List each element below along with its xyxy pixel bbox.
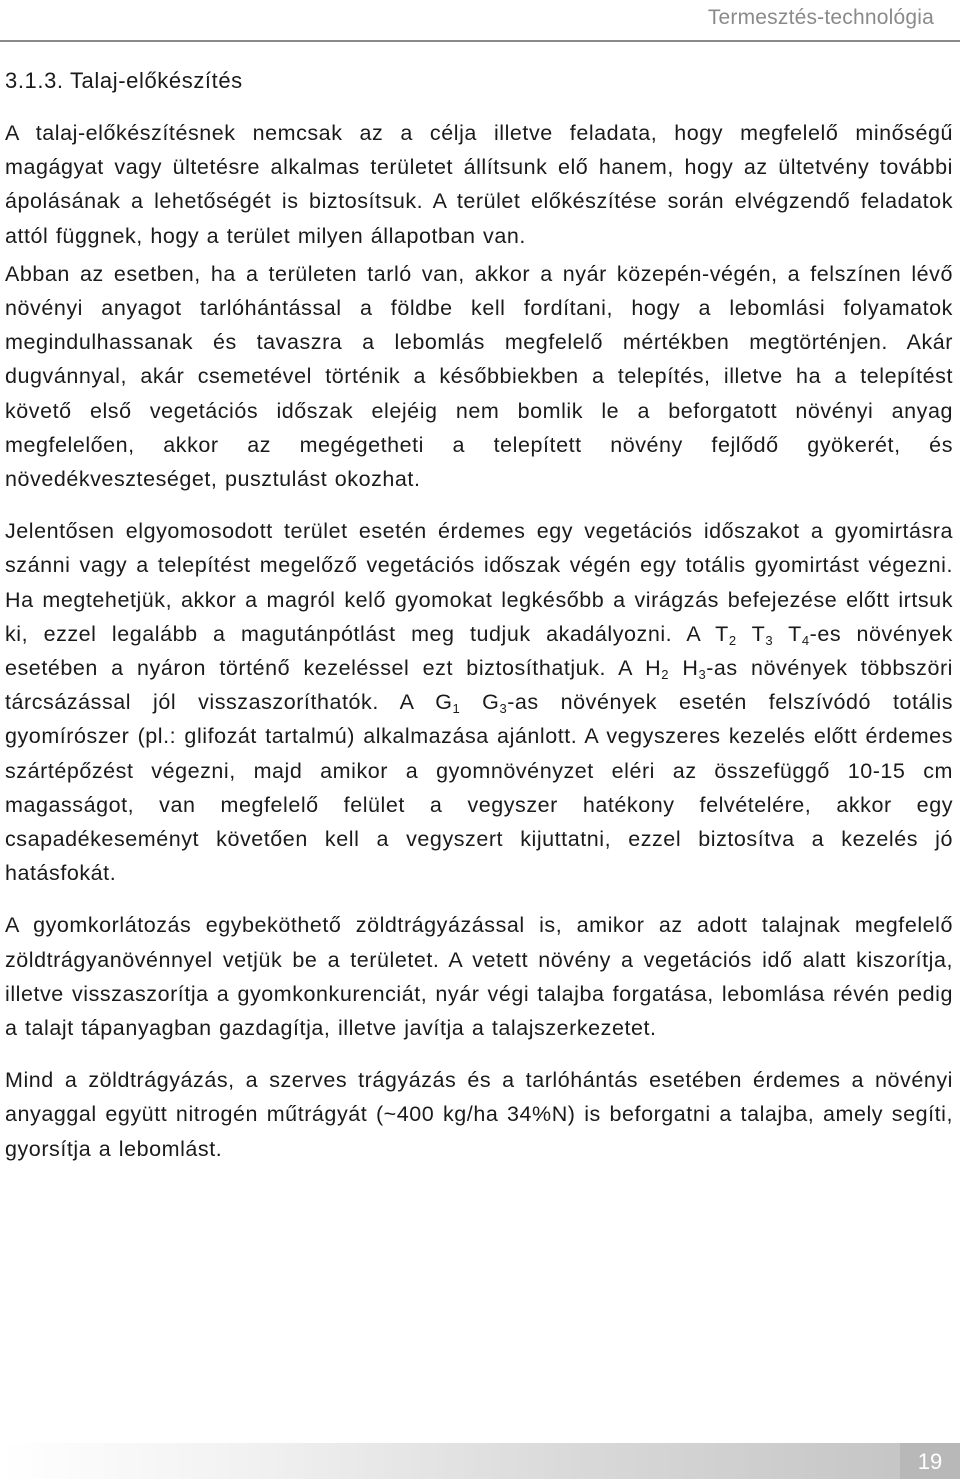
subscript: 1 (452, 701, 461, 717)
paragraph-weed-control (5, 514, 953, 890)
paragraph-intro: A talaj-előkészítésnek nemcsak az a célja illetve feladata, hogy megfelelő minőségű magágyat vagy ültetésre alkalmas területet állítsunk elő hanem, hogy az ültetvény további ápolásának a lehetőségét is biztosítsuk. A terület előkészítése során elvégzendő feladatok attól függnek, hogy a terület milyen állapotban van. (5, 121, 953, 248)
subscript: 4 (801, 632, 810, 648)
running-header-title: Termesztés-technológia (707, 6, 934, 29)
text-run: -as növények többszöri tárcsázással jól visszaszoríthatók. A G (5, 656, 953, 715)
text-run: T (773, 621, 802, 646)
footer-band (0, 1443, 960, 1479)
body-text (5, 116, 953, 1184)
text-run: -as növények esetén felszívódó totális gyomírószer (pl.: glifozát tartalmú) alkalmazása ajánlott. A vegyszeres kezelés előtt érdemes szártépőzést végezni, majd amikor a gyomnövényzet eléri az összefüggő 10-15 cm magasságot, van megfelelő felület a vegyszer hatékony felvételére, akkor egy csapadékeseményt követően kell a vegyszert kijuttatni, ezzel biztosítva a kezelés jó hatásfokát. (5, 690, 953, 886)
page-number: 19 (900, 1443, 960, 1479)
paragraph-nitrogen: Mind a zöldtrágyázás, a szerves trágyázás és a tarlóhántás esetében érdemes a növényi anyaggal együtt nitrogén műtrágyát (~400 kg/ha 34%N) is beforgatni a talajba, amely segíti, gyorsítja a lebomlást. (5, 1068, 953, 1161)
subscript: 3 (765, 632, 774, 648)
text-run: T (736, 621, 766, 646)
text-run: G (460, 690, 500, 715)
subscript: 2 (728, 632, 737, 648)
text-run: H (669, 656, 699, 681)
subscript: 3 (499, 701, 508, 717)
paragraph-green-manure: A gyomkorlátozás egybeköthető zöldtrágyázással is, amikor az adott talajnak megfelelő zöldtrágyanövénnyel vetjük be a területet. A vetett növény a vegetációs idő alatt kiszorítja, illetve visszaszorítja a gyomkonkurenciát, nyár végi talajba forgatása, lebomlása révén pedig a talajt tápanyagban gazdagítja, illetve javítja a talajszerkezetet. (5, 913, 953, 1041)
subscript: 3 (698, 667, 707, 683)
text-run: Jelentősen elgyomosodott terület esetén érdemes egy vegetációs időszakot a gyomirtásra szánni vagy a telepítést megelőző vegetációs időszak végén egy totális gyomirtást végezni. Ha megtehetjük, akkor a magról kelő gyomokat legkésőbb a virágzás befejezése előtt irtsuk ki, ezzel legalább a magutánpótlást meg tudjuk akadályozni. A T (5, 519, 953, 646)
subscript: 2 (661, 667, 670, 683)
header-divider (0, 40, 960, 42)
page-header (0, 0, 960, 40)
paragraph-stubble: Abban az esetben, ha a területen tarló van, akkor a nyár közepén-végén, a felszínen lévő növényi anyagot tarlóhántással a földbe kell fordítani, hogy a lebomlási folyamatok megindulhassanak és tavaszra a lebomlás megfelelő mértékben megtörténjen. Akár dugvánnyal, akár csemetével történik a későbbiekben a telepítés, illetve ha a telepítést követő első vegetációs időszak elejéig nem bomlik le a beforgatott növényi anyag megfelelően, akkor az megégetheti a telepített növény fejlődő gyökerét, és növedékveszteséget, pusztulást okozhat. (5, 261, 953, 492)
text-run: -es növények esetében a nyáron történő kezeléssel ezt biztosíthatjuk. A H (5, 621, 953, 681)
section-heading: 3.1.3. Talaj-előkészítés (5, 68, 243, 93)
